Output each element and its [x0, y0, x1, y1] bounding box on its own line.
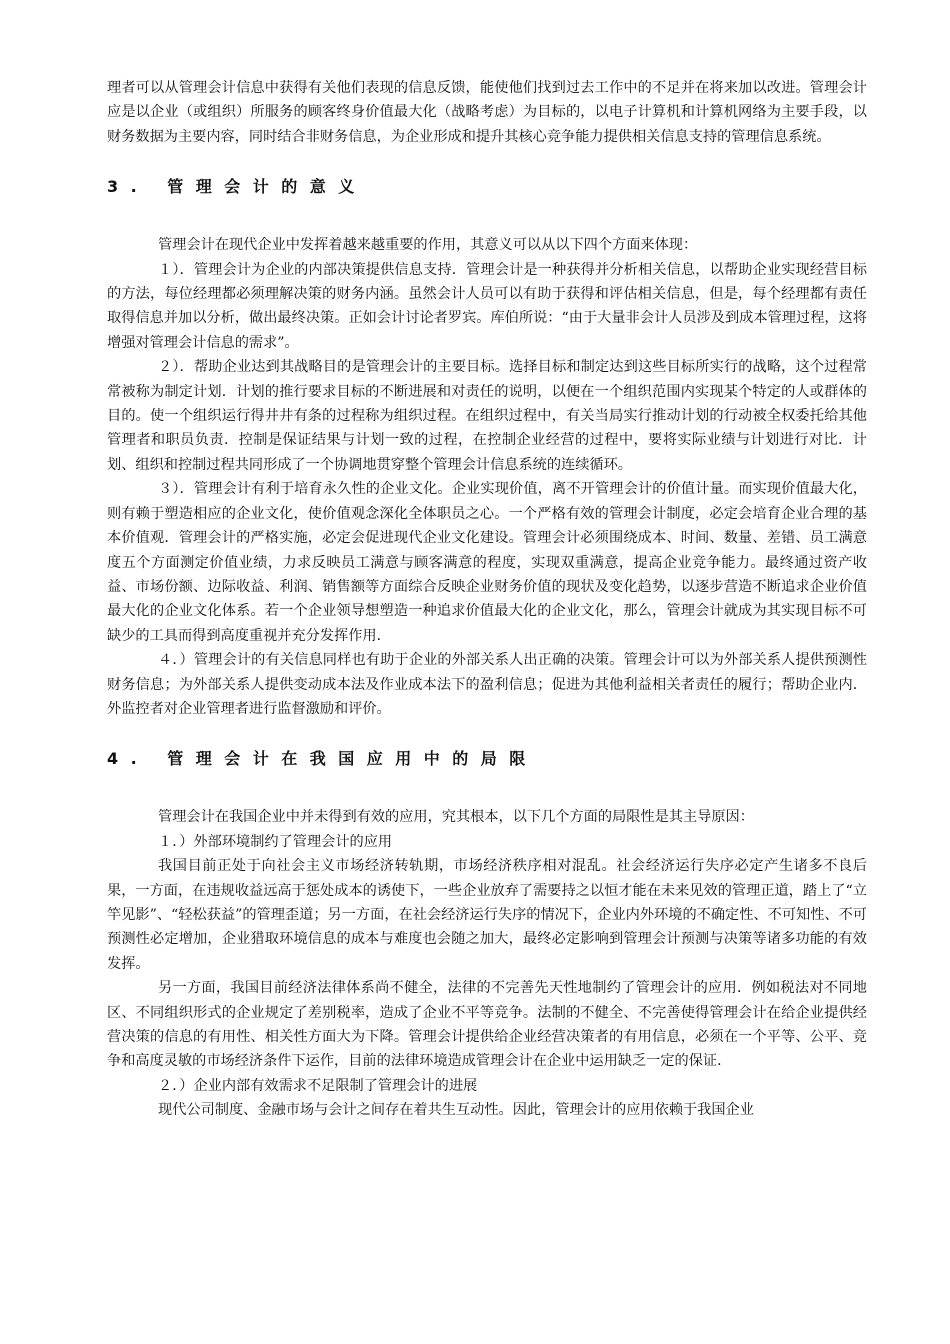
section-3-point-3-paragraph: ３）．管理会计有利于培育永久性的企业文化。企业实现价值，离不开管理会计的价值计量。而实现价值最大化，则有赖于塑造相应的企业文化，使价值观念深化全体职员之心。一个严格有效的管理会计制度，必定会培育企业合理的基本价值观．管理会计的严格实施，必定会促进现代企业文化建设。管理会计必须围绕成本、时间、数量、差错、员工满意度五个方面测定价值业绩，力求反映员工满意与顾客满意的程度，实现双重满意，提高企业竞争能力。最终通过资产收益、市场份额、边际收益、利润、销售额等方面综合反映企业财务价值的现状及变化趋势，以逐步营造不断追求企业价值最大化的企业文化体系。若一个企业领导想塑造一种追求价值最大化的企业文化，那么，管理会计就成为其实现目标不可缺少的工具而得到高度重视并充分发挥作用． — [107, 481, 867, 644]
section-4-intro-paragraph: 管理会计在我国企业中并未得到有效的应用，究其根本，以下几个方面的局限性是其主导原因： — [158, 809, 754, 826]
section-3-point-1-paragraph: １）．管理会计为企业的内部决策提供信息支持．管理会计是一种获得并分析相关信息，以帮助企业实现经营目标的方法，每位经理都必须理解决策的财务内涵。虽然会计人员可以有助于获得和评估相关信息，但是，每个经理都有责任取得信息并加以分析，做出最终决策。正如会计讨论者罗宾。库伯所说：“由于大量非会计人员涉及到成本管理过程，这将增强对管理会计信息的需求”。 — [107, 261, 867, 351]
section-3-point-4-paragraph: ４．）管理会计的有关信息同样也有助于企业的外部关系人出正确的决策。管理会计可以为外部关系人提供预测性财务信息；为外部关系人提供变动成本法及作业成本法下的盈利信息；促进为其他利益相关者责任的履行；帮助企业内．外监控者对企业管理者进行监督激励和评价。 — [107, 652, 867, 717]
section-4-paragraph-3: 现代公司制度、金融市场与会计之间存在着共生互动性。因此，管理会计的应用依赖于我国企业 — [158, 1102, 754, 1119]
section-3-intro-paragraph: 管理会计在现代企业中发挥着越来越重要的作用，其意义可以从以下四个方面来体现： — [158, 237, 698, 254]
section-3-point-2-paragraph: ２）．帮助企业达到其战略目的是管理会计的主要目标。选择目标和制定达到这些目标所实行的战略，这个过程常常被称为制定计划．计划的推行要求目标的不断进展和对责任的说明，以便在一个组织范围内实现某个特定的人或群体的目的。使一个组织运行得井井有条的过程称为组织过程。在组织过程中，有关当局实行推动计划的行动被全权委托给其他管理者和职员负责．控制是保证结果与计划一致的过程，在控制企业经营的过程中，要将实际业绩与计划进行对比．计划、组织和控制过程共同形成了一个协调地贯穿整个管理会计信息系统的连续循环。 — [107, 359, 867, 473]
section-4-subheading-2: ２．）企业内部有效需求不足限制了管理会计的进展 — [158, 1077, 478, 1094]
document-body — [107, 76, 867, 1123]
section-3-heading: 3. 管理会计的意义 — [107, 177, 367, 197]
section-4-heading: 4. 管理会计在我国应用中的局限 — [107, 749, 538, 769]
section-4-paragraph-2: 另一方面，我国目前经济法律体系尚不健全，法律的不完善先天性地制约了管理会计的应用．例如税法对不同地区、不同组织形式的企业规定了差别税率，造成了企业不平等竞争。法制的不健全、不完善使得管理会计在给企业提供经营决策的信息的有用性、相关性方面大为下降。管理会计提供给企业经营决策者的有用信息，必须在一个平等、公平、竞争和高度灵敏的市场经济条件下运作，目前的法律环境造成管理会计在企业中运用缺乏一定的保证． — [107, 980, 867, 1070]
section-4-subheading-1: １．）外部环境制约了管理会计的应用 — [158, 833, 393, 850]
section-4-paragraph-1: 我国目前正处于向社会主义市场经济转轨期，市场经济秩序相对混乱。社会经济运行失序必定产生诸多不良后果，一方面，在违规收益远高于惩处成本的诱使下，一些企业放弃了需要持之以恒才能在未来见效的管理正道，踏上了“立竿见影”、“轻松获益”的管理歪道；另一方面，在社会经济运行失序的情况下，企业内外环境的不确定性、不可知性、不可预测性必定增加，企业猎取环境信息的成本与难度也会随之加大，最终必定影响到管理会计预测与决策等诸多功能的有效发挥。 — [107, 858, 867, 972]
intro-paragraph: 理者可以从管理会计信息中获得有关他们表现的信息反馈，能使他们找到过去工作中的不足并在将来加以改进。管理会计应是以企业（或组织）所服务的顾客终身价值最大化（战略考虑）为目标的，以电子计算机和计算机网络为主要手段，以财务数据为主要内容，同时结合非财务信息，为企业形成和提升其核心竞争能力提供相关信息支持的管理信息系统。 — [107, 80, 867, 145]
